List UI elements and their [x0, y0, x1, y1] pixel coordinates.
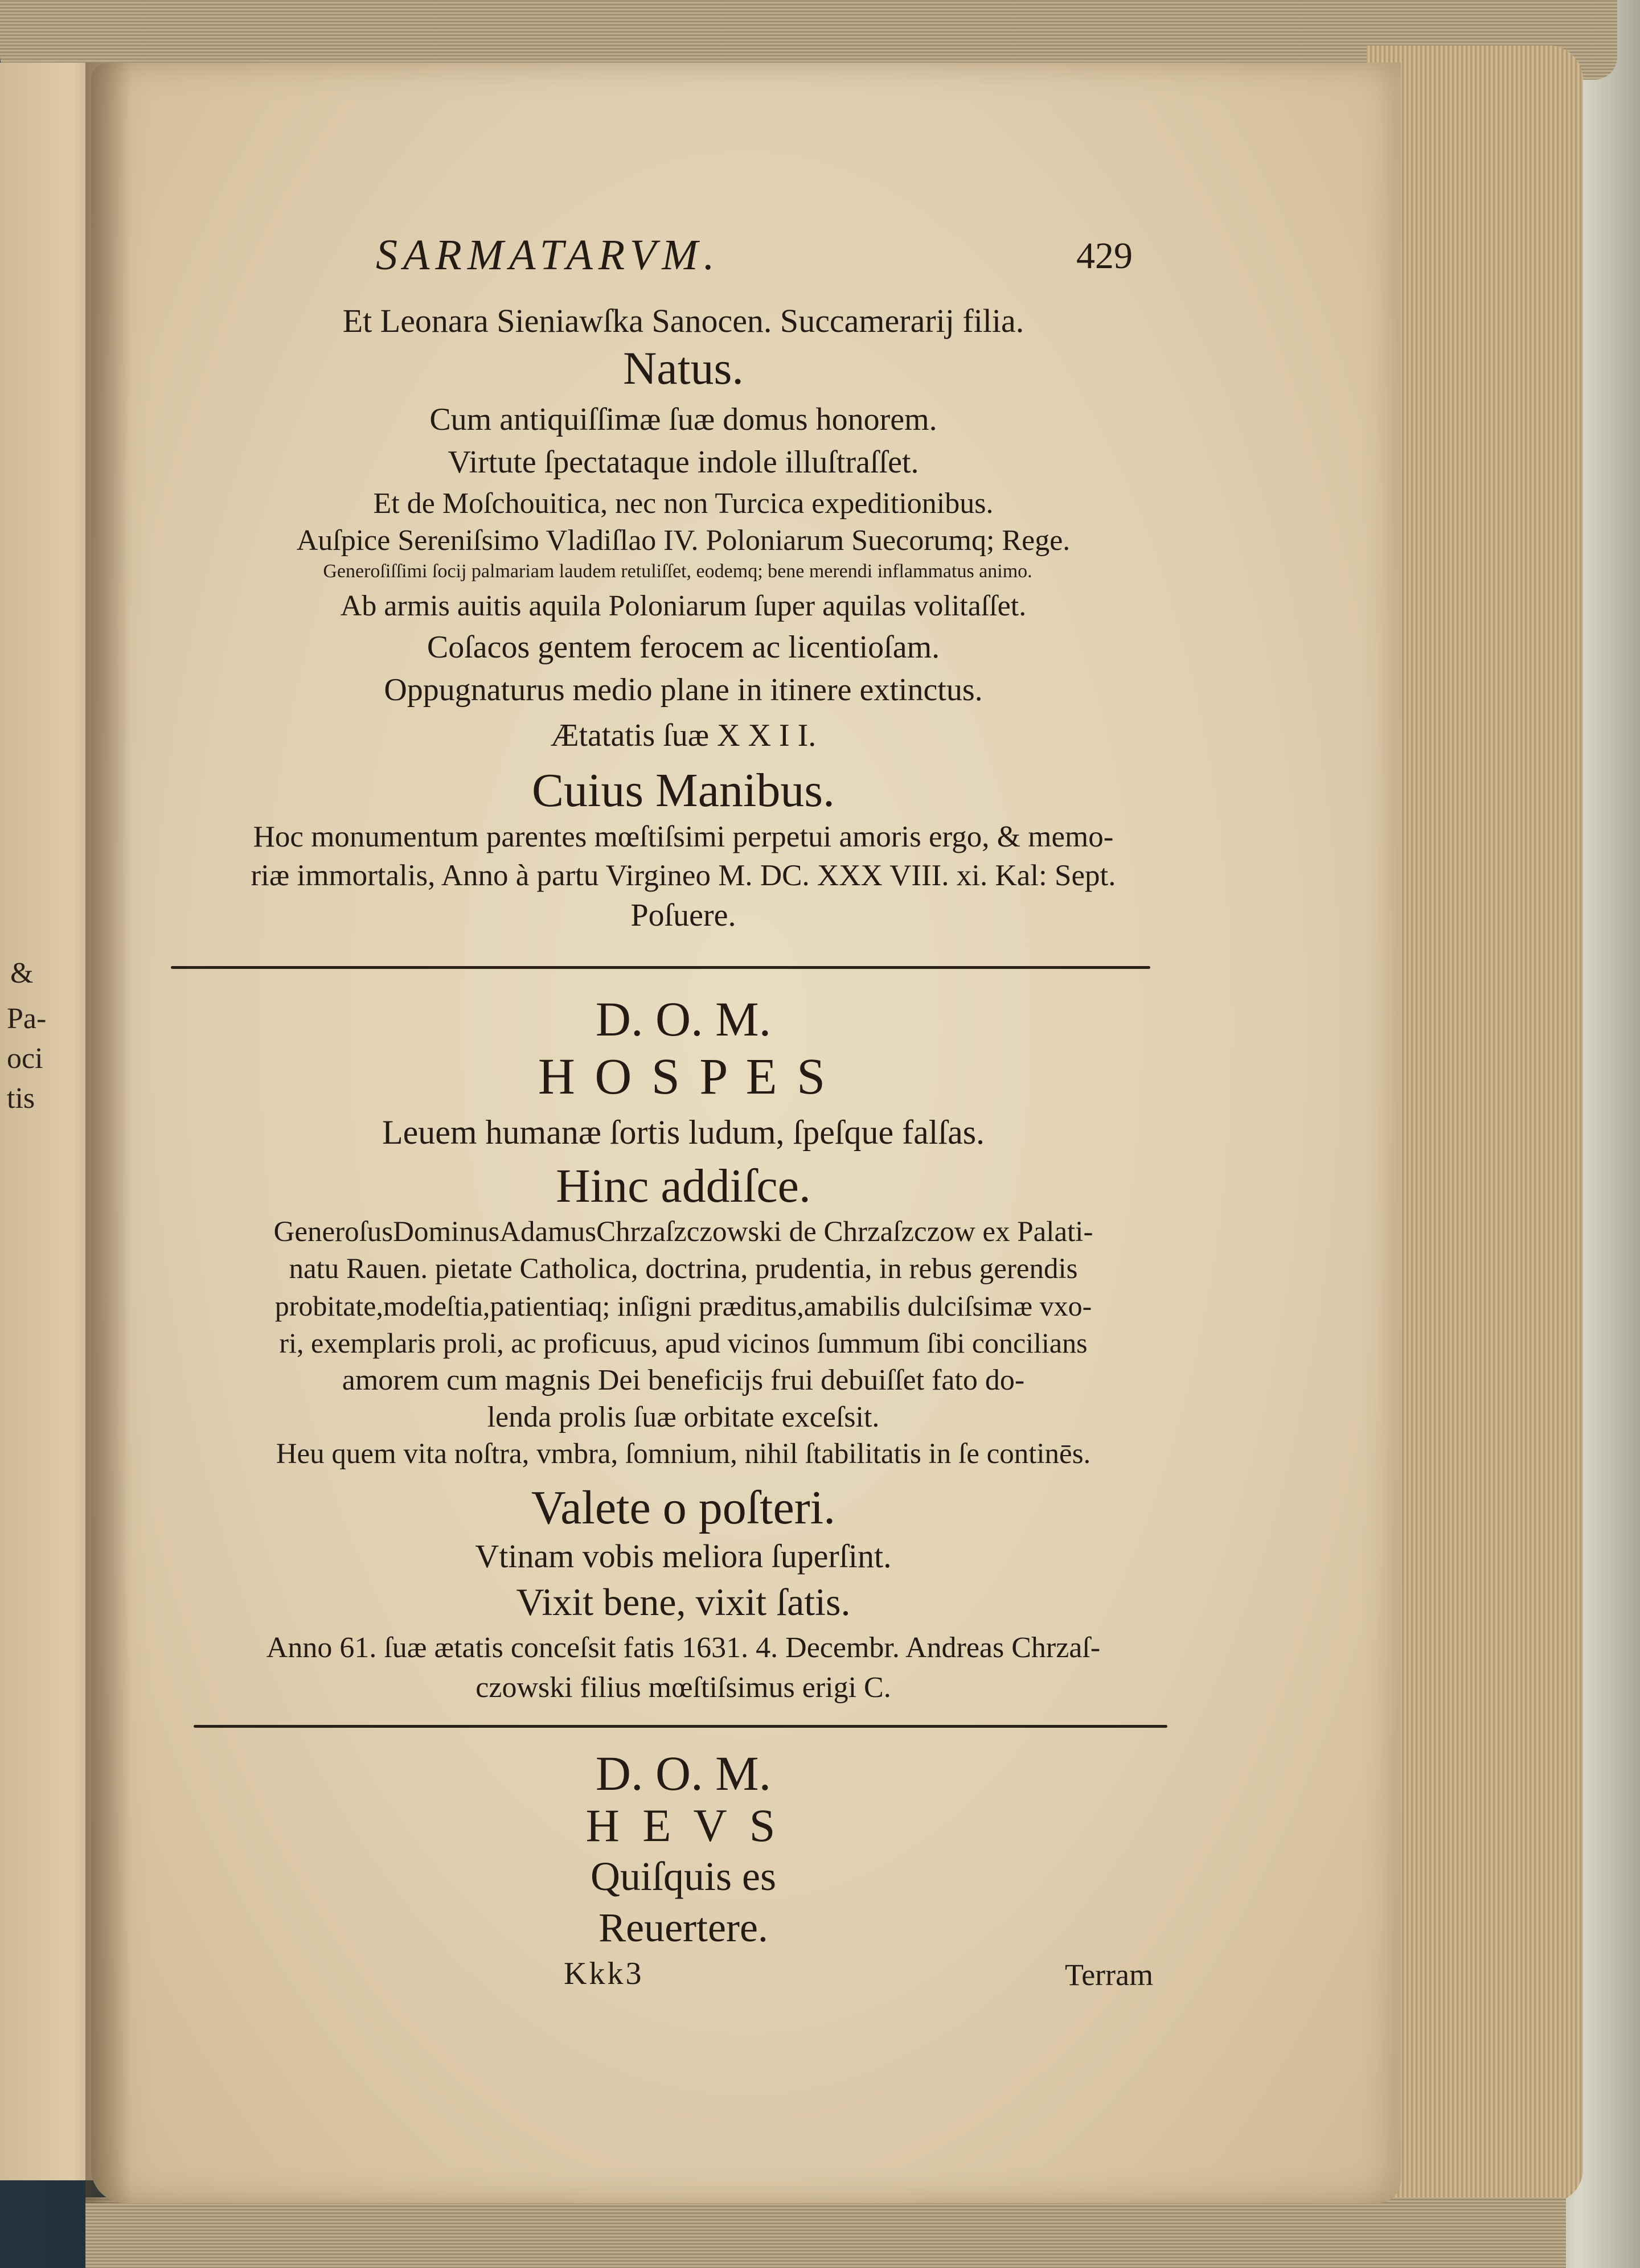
- epitaph-2-line: probitate,modeſtia,patientiaq; inſigni præditus,amabilis dulciſsimæ vxo-: [274, 1290, 1092, 1322]
- page-number: 429: [1076, 235, 1133, 277]
- epitaph-2-line: amorem cum magnis Dei beneficijs frui debuiſſet fato do-: [342, 1364, 1025, 1396]
- left-margin-fragment: tis: [7, 1082, 35, 1115]
- epitaph-2-hospes: H O S P E S: [538, 1049, 829, 1105]
- epitaph-2-heading: Vixit bene, vixit ſatis.: [516, 1580, 851, 1624]
- epitaph-1-line: Virtute ſpectataque indole illuſtraſſet.: [448, 445, 919, 480]
- epitaph-2-line: GeneroſusDominusAdamusChrzaſzczowski de Chrzaſzczow ex Palati-: [273, 1216, 1093, 1248]
- epitaph-1-line: Et de Moſchouitica, nec non Turcica expeditionibus.: [373, 487, 994, 520]
- epitaph-1-line: Poſuere.: [630, 898, 736, 933]
- epitaph-2-dom: D. O. M.: [595, 992, 772, 1046]
- epitaph-1-heading: Cuius Manibus.: [531, 764, 835, 817]
- epitaph-2-line: czowski filius mœſtiſsimus erigi C.: [475, 1671, 891, 1704]
- epitaph-2-line: natu Rauen. pietate Catholica, doctrina, prudentia, in rebus gerendis: [289, 1253, 1078, 1285]
- left-margin-fragment: &: [10, 957, 34, 989]
- epitaph-2-heading: Valete o poſteri.: [531, 1481, 836, 1534]
- epitaph-2-line: Heu quem vita noſtra, vmbra, ſomnium, nihil ſtabilitatis in ſe continēs.: [276, 1438, 1091, 1470]
- epitaph-3-line: Reuertere.: [598, 1905, 768, 1950]
- epitaph-3-heus: H E V S: [585, 1799, 781, 1851]
- epitaph-2-line: Vtinam vobis meliora ſuperſint.: [475, 1538, 892, 1575]
- bottom-page-edges: [85, 2197, 1566, 2268]
- epitaph-2-heading: Hinc addiſce.: [556, 1160, 811, 1213]
- epitaph-1-line: Auſpice Sereniſsimo Vladiſlao IV. Poloniarum Suecorumq; Rege.: [296, 524, 1071, 557]
- page-gutter-shadow: [85, 63, 131, 2203]
- divider-rule: [194, 1725, 1167, 1728]
- epitaph-3-line: Quiſquis es: [590, 1854, 776, 1899]
- epitaph-1-line: riæ immortalis, Anno à partu Virgineo M. DC. XXX VIII. xi. Kal: Sept.: [251, 859, 1116, 892]
- epitaph-1-line-small: Generoſiſſimi ſocij palmariam laudem retuliſſet, eodemq; bene merendi inflammatus animo.: [323, 561, 1032, 582]
- epitaph-2-line: Anno 61. ſuæ ætatis conceſsit fatis 1631. 4. Decembr. Andreas Chrzaſ-: [266, 1632, 1101, 1664]
- epitaph-2-line: Leuem humanæ ſortis ludum, ſpeſque falſas.: [382, 1114, 985, 1151]
- epitaph-1-line: Hoc monumentum parentes mœſtiſsimi perpetui amoris ergo, & memo-: [253, 820, 1114, 853]
- epitaph-1-line: Oppugnaturus medio plane in itinere extinctus.: [384, 672, 983, 708]
- left-margin-fragment: oci: [7, 1042, 43, 1075]
- epitaph-1-line: Et Leonara Sieniawſka Sanocen. Succamerarij filia.: [342, 302, 1024, 339]
- catchword: Terram: [1065, 1958, 1154, 1992]
- epitaph-2-line: ri, exemplaris proli, ac proficuus, apud vicinos ſummum ſibi concilians: [279, 1327, 1088, 1359]
- running-title: SARMATARVM.: [376, 231, 720, 279]
- epitaph-1-line: Ab armis auitis aquila Poloniarum ſuper aquilas volitaſſet.: [340, 590, 1027, 622]
- epitaph-1-line: Cum antiquiſſimæ ſuæ domus honorem.: [429, 402, 937, 437]
- epitaph-1-line: Coſacos gentem ferocem ac licentioſam.: [427, 630, 940, 665]
- epitaph-2-line: lenda prolis ſuæ orbitate exceſsit.: [487, 1401, 880, 1433]
- left-margin-fragment: Pa-: [7, 1002, 47, 1035]
- epitaph-1-heading: Natus.: [623, 342, 744, 394]
- epitaph-3-dom: D. O. M.: [595, 1746, 772, 1801]
- epitaph-1-line: Ætatatis ſuæ X X I I.: [550, 718, 817, 753]
- signature-mark: Kkk3: [564, 1956, 644, 1991]
- divider-rule: [171, 966, 1150, 969]
